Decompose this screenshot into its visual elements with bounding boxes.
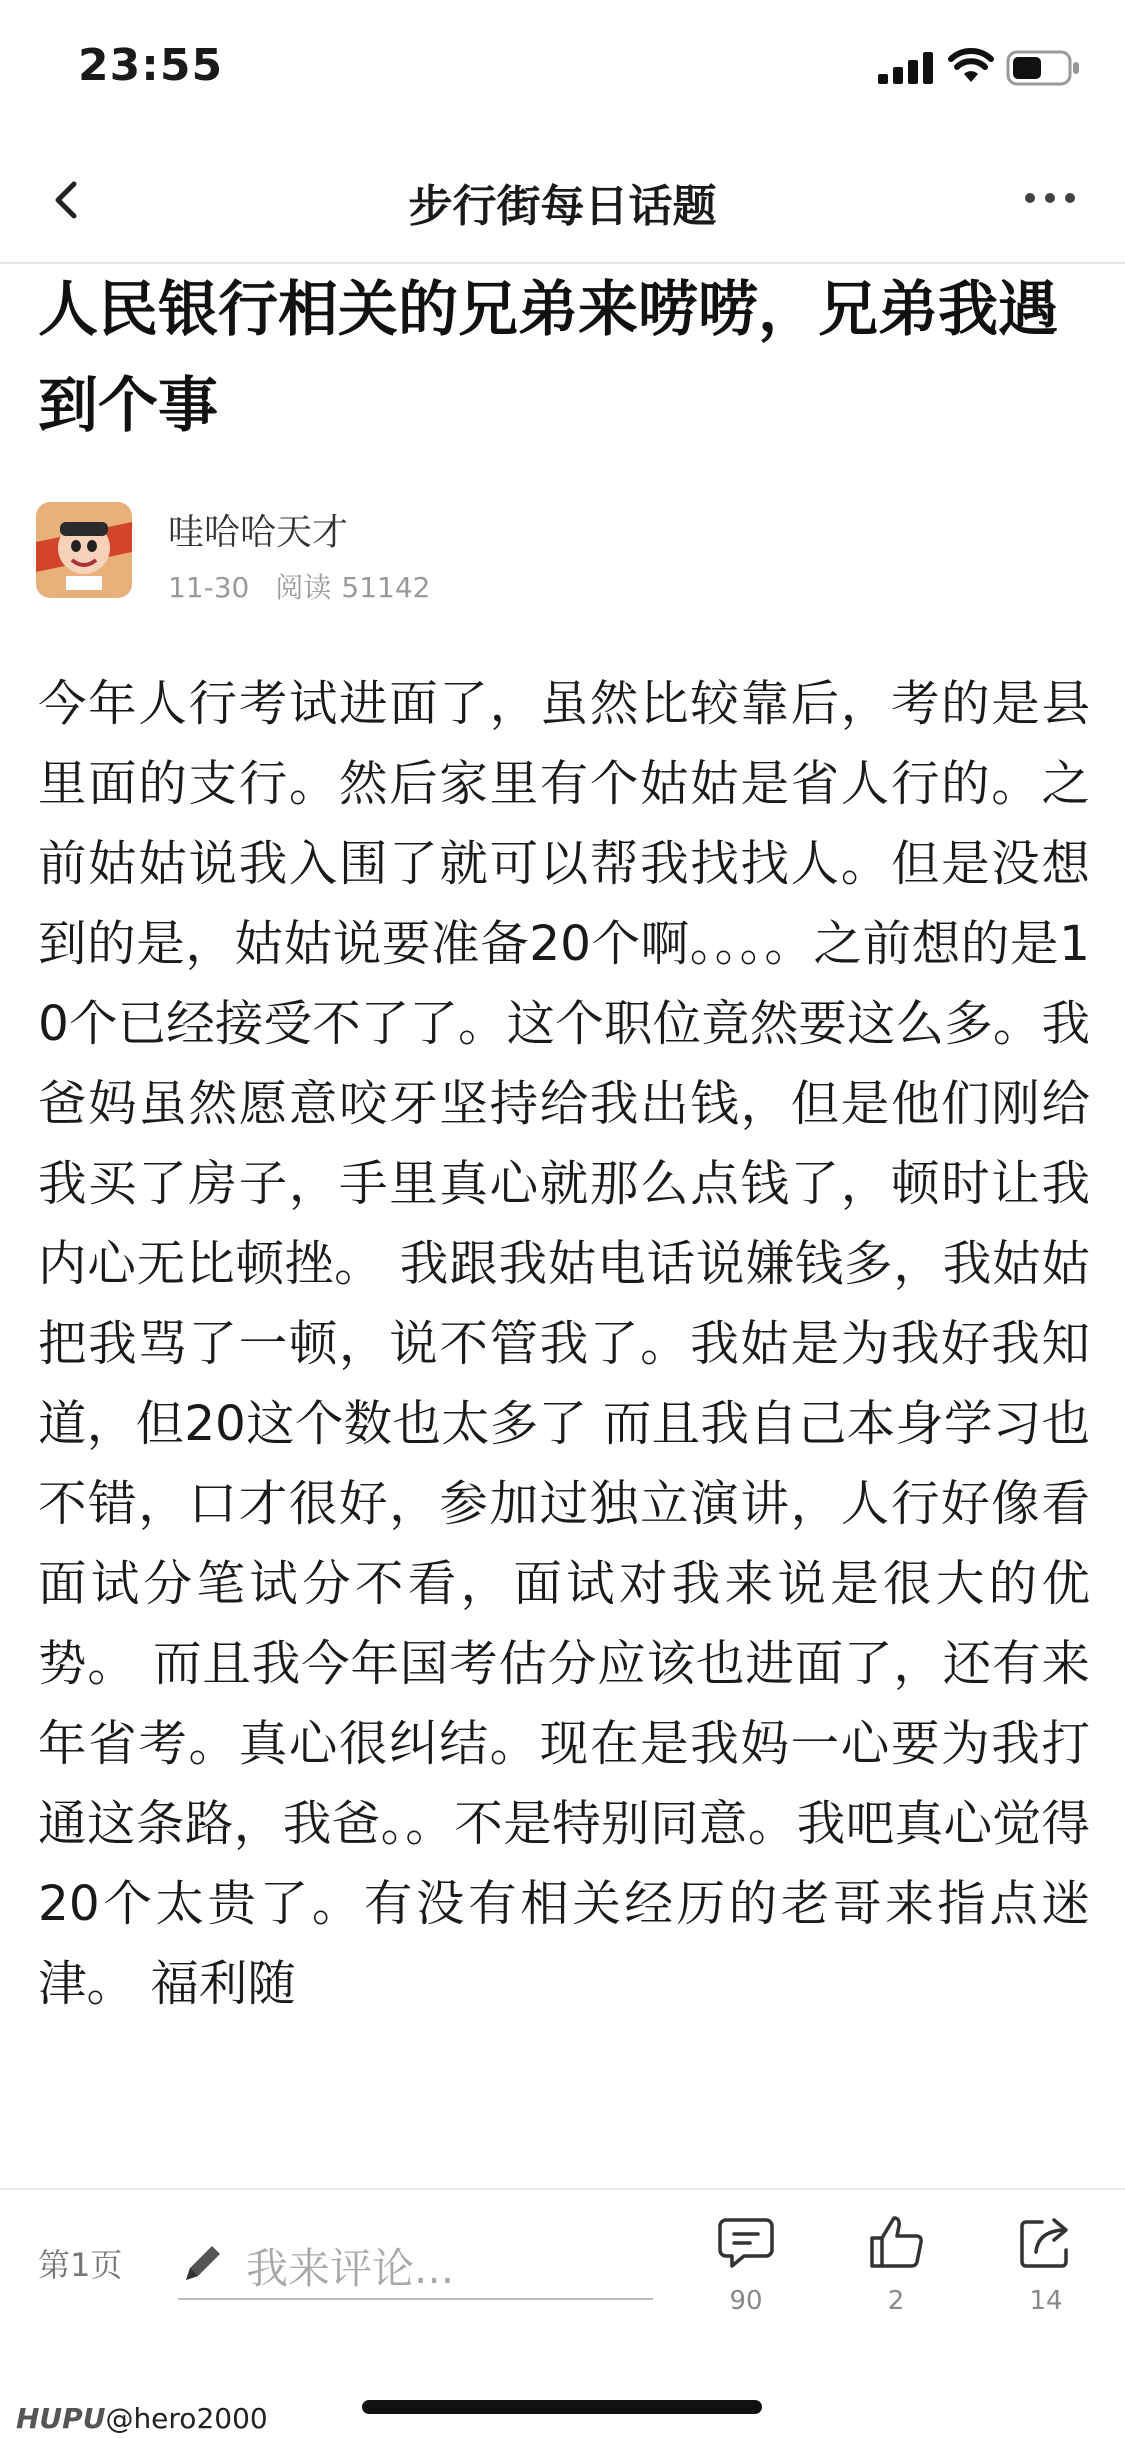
status-bar xyxy=(0,0,1125,140)
post-meta xyxy=(168,566,456,606)
thumbs-up-icon xyxy=(866,2212,926,2272)
share-count: 14 xyxy=(1029,2286,1063,2316)
post-title: 人民银行相关的兄弟来唠唠，兄弟我遇到个事 xyxy=(38,275,1058,441)
avatar[interactable] xyxy=(36,502,132,598)
nav-bar xyxy=(0,140,1125,264)
read-count: 51142 xyxy=(341,571,431,604)
author-name[interactable]: 哇哈哈天才 xyxy=(168,512,349,553)
share-button[interactable] xyxy=(996,2212,1096,2316)
nav-title: 步行街每日话题 xyxy=(408,181,717,232)
post-date: 11-30 xyxy=(168,571,250,604)
wifi-icon xyxy=(948,48,994,84)
watermark xyxy=(16,2402,268,2435)
comment-placeholder: 我来评论... xyxy=(246,2244,455,2293)
page-indicator[interactable]: 第1页 xyxy=(38,2246,123,2284)
home-indicator[interactable] xyxy=(362,2400,762,2414)
watermark-handle: @hero2000 xyxy=(105,2402,268,2435)
watermark-brand: HUPU xyxy=(16,2402,106,2435)
share-icon xyxy=(1016,2212,1076,2272)
like-count: 2 xyxy=(887,2286,905,2316)
read-label: 阅读 xyxy=(275,571,332,604)
more-icon[interactable] xyxy=(1020,186,1080,210)
comment-button[interactable] xyxy=(696,2212,796,2316)
signal-icon xyxy=(878,52,934,84)
comment-count: 90 xyxy=(729,2286,763,2316)
comment-icon xyxy=(716,2212,776,2272)
comment-input[interactable] xyxy=(178,2230,653,2300)
status-time: 23:55 xyxy=(78,40,224,91)
battery-icon xyxy=(1006,50,1082,86)
pencil-icon xyxy=(178,2238,228,2288)
post-body: 今年人行考试进面了，虽然比较靠后，考的是县里面的支行。然后家里有个姑姑是省人行的。之前姑姑说我入围了就可以帮我找找人。但是没想到的是，姑姑说要准备20个啊。。。。之前想的是10个已经接受不了了。这个职位竟然要这么多。我爸妈虽然愿意咬牙坚持给我出钱，但是他们刚给我买了房子，手里真心就那么点钱了，顿时让我内心无比顿挫。 我跟我姑电话说嫌钱多，我姑姑把我骂了一顿，说不管我了。我姑是为我好我知道，但20这个数也太多了 而且我自己本身学习也不错，口才很好，参加过独立演讲，人行好像看面试分笔试分不看，面试对我来说是很大的优势。 而且我今年国考估分应该也进面了，还有来年省考。真心很纠结。现在是我妈一心要为我打通这条路，我爸。。不是特别同意。我吧真心觉得20个太贵了。有没有相关经历的老哥来指点迷津。 福利随 xyxy=(38,676,1090,2012)
like-button[interactable] xyxy=(846,2212,946,2316)
